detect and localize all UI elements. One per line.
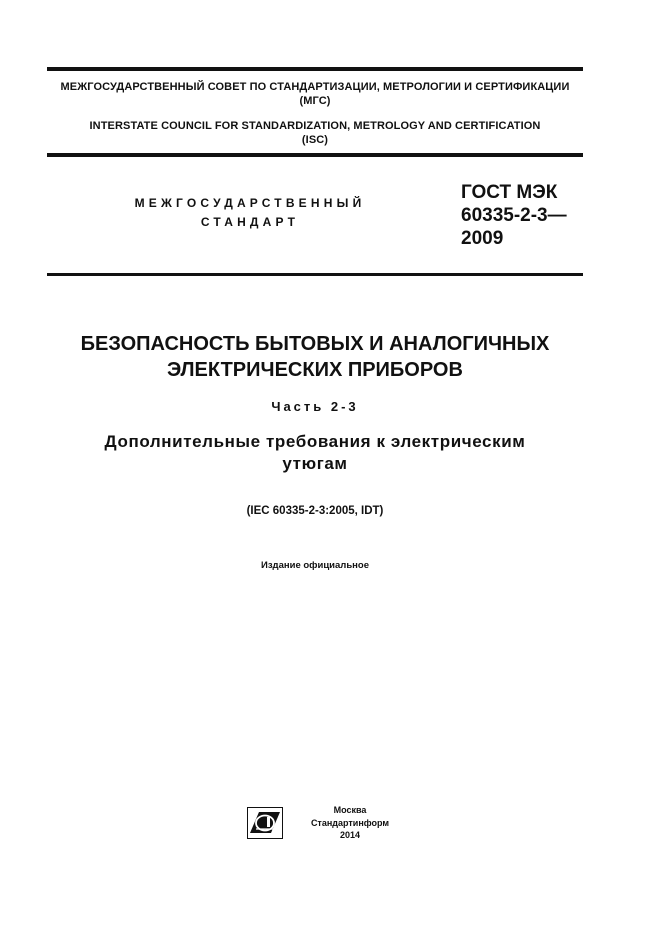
council-en — [47, 119, 583, 147]
designation-line2: 60335-2-3— — [461, 205, 567, 226]
publisher-name: Стандартинформ — [310, 817, 390, 828]
top-rule — [47, 67, 583, 71]
title-line1: БЕЗОПАСНОСТЬ БЫТОВЫХ И АНАЛОГИЧНЫХ — [80, 333, 550, 355]
designation-line3: 2009 — [461, 228, 504, 249]
standard-type-line2: СТАНДАРТ — [200, 215, 300, 229]
council-en-abbr: (ISC) — [301, 134, 329, 146]
council-en-name: INTERSTATE COUNCIL FOR STANDARDIZATION, METROLOGY AND CERTIFICATION — [89, 120, 541, 132]
document-part: Часть 2-3 — [271, 399, 359, 414]
publisher-info — [300, 804, 400, 842]
designation-line1: ГОСТ МЭК — [461, 182, 558, 203]
standard-type — [110, 194, 390, 232]
document-title — [47, 331, 583, 383]
iec-reference: (IEC 60335-2-3:2005, IDT) — [246, 505, 384, 517]
council-ru-name: МЕЖГОСУДАРСТВЕННЫЙ СОВЕТ ПО СТАНДАРТИЗАЦИИ, МЕТРОЛОГИИ И СЕРТИФИКАЦИИ — [60, 81, 570, 93]
council-ru — [47, 80, 583, 108]
standartinform-logo-icon — [247, 807, 283, 839]
standard-type-line1: МЕЖГОСУДАРСТВЕННЫЙ — [134, 196, 366, 210]
document-subtitle — [47, 431, 583, 475]
title-line2: ЭЛЕКТРИЧЕСКИХ ПРИБОРОВ — [167, 359, 463, 381]
subtitle-line2: утюгам — [282, 454, 348, 473]
edition-label: Издание официальное — [261, 560, 369, 571]
publisher-year: 2014 — [339, 830, 361, 840]
council-rule — [47, 153, 583, 157]
subtitle-line1: Дополнительные требования к электрическим — [104, 432, 526, 451]
designation-rule — [47, 273, 583, 276]
gost-designation — [461, 181, 591, 250]
council-ru-abbr: (МГС) — [299, 95, 331, 107]
publisher-city: Москва — [333, 805, 367, 815]
